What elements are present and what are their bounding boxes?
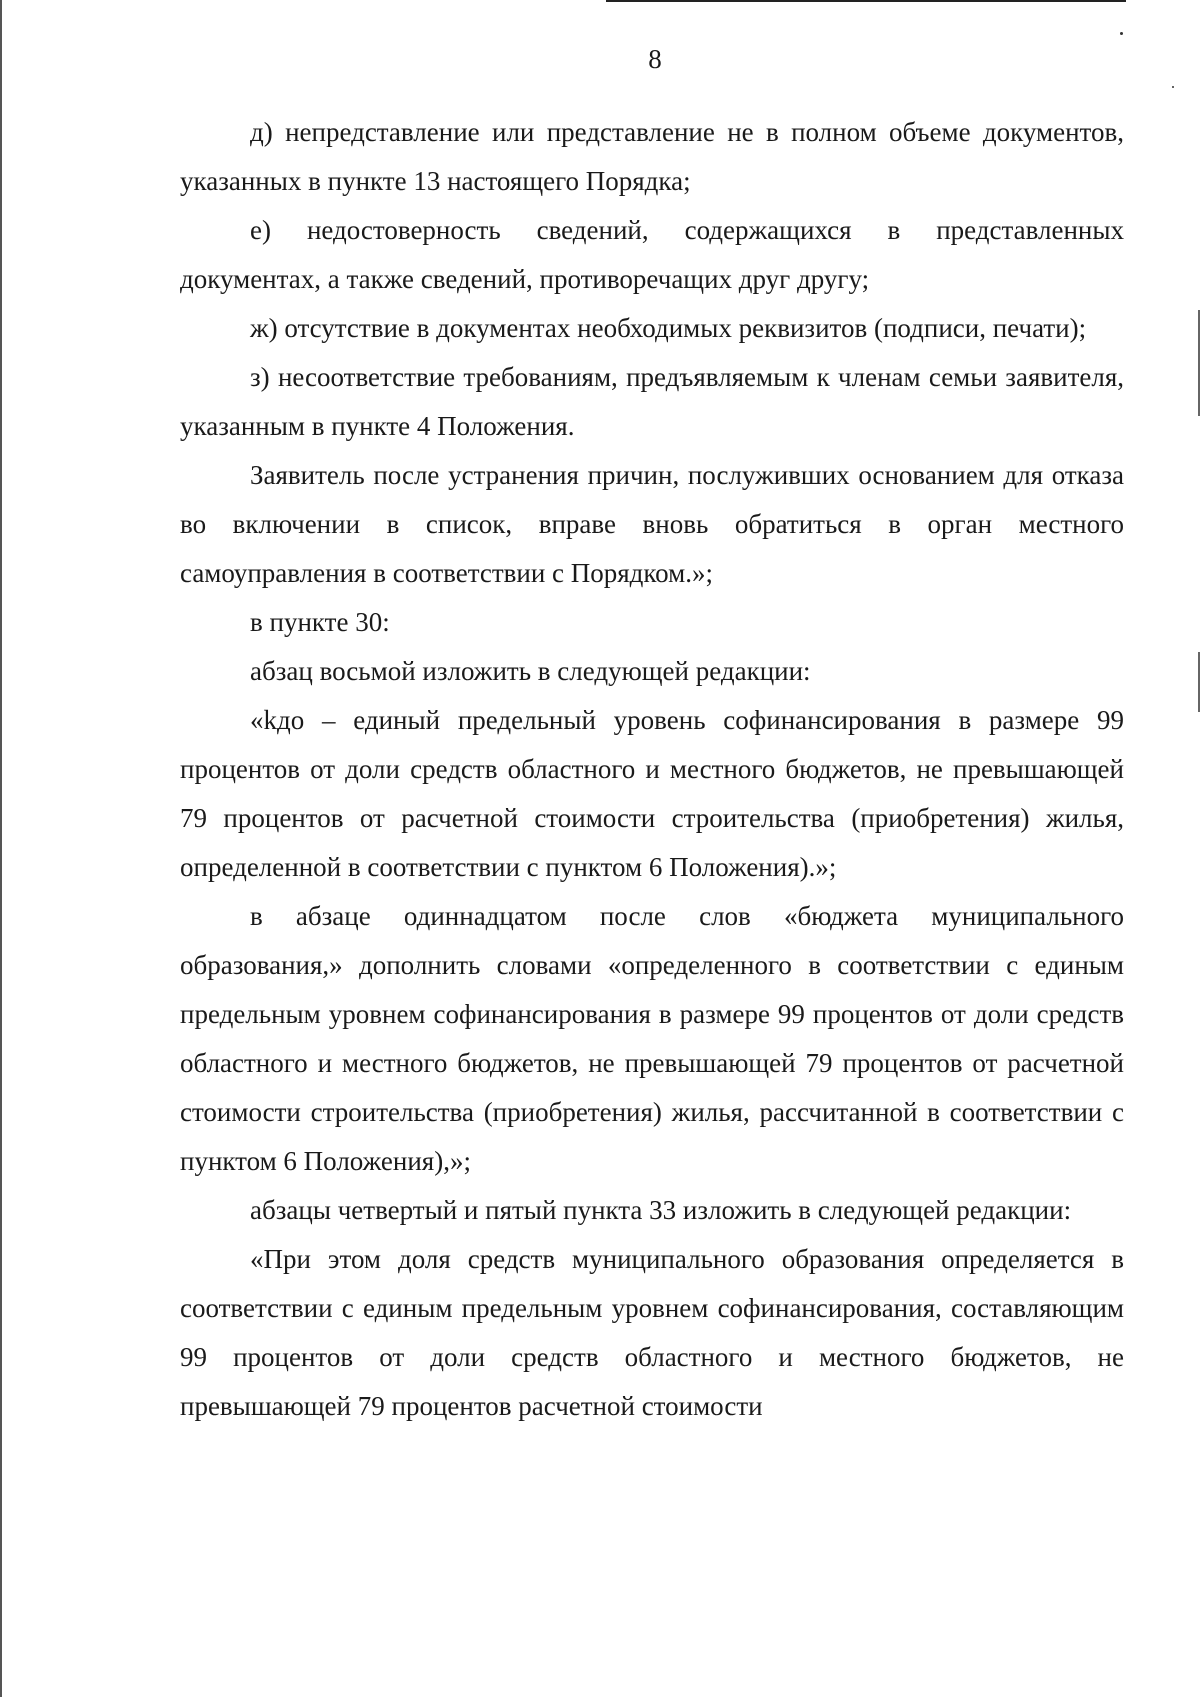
top-rule <box>606 0 1126 2</box>
left-scan-edge <box>0 0 2 1697</box>
paragraph: ж) отсутствие в документах необходимых реквизитов (подписи, печати); <box>250 313 1087 343</box>
paragraph: в пункте 30: <box>250 607 390 637</box>
page-number: 8 <box>648 44 662 74</box>
paragraph: абзацы четвертый и пятый пункта 33 изложить в следующей редакции: <box>250 1195 1072 1225</box>
scan-speck <box>1120 32 1123 35</box>
paragraph: абзац восьмой изложить в следующей редакции: <box>250 656 811 686</box>
paragraph: з) несоответствие требованиям, предъявляемым к членам семьи заявителя, указанным в пункте 4 Положения. <box>180 362 1124 441</box>
paragraph: «kдо – единый предельный уровень софинансирования в размере 99 процентов от доли средств областного и местного бюджетов, не превышающей 79 процентов от расчетной стоимости строительства (приобретения) жилья, определенной в соответствии с пунктом 6 Положения).»; <box>180 705 1124 882</box>
paragraph: «При этом доля средств муниципального образования определяется в соответствии с единым предельным уровнем софинансирования, составляющим 99 процентов от доли средств областного и местного бюджетов, не превышающей 79 процентов расчетной стоимости <box>180 1244 1124 1421</box>
paragraph: д) непредставление или представление не в полном объеме документов, указанных в пункте 13 настоящего Порядка; <box>180 117 1124 196</box>
scan-speck <box>1172 86 1174 88</box>
paragraph: Заявитель после устранения причин, послуживших основанием для отказа во включении в список, вправе вновь обратиться в орган местного самоуправления в соответствии с Порядком.»; <box>180 460 1124 588</box>
document-body <box>180 108 1124 1431</box>
paragraph: в абзаце одиннадцатом после слов «бюджета муниципального образования,» дополнить словами «определенного в соответствии с единым предельным уровнем софинансирования в размере 99 процентов от доли средств областного и местного бюджетов, не превышающей 79 процентов от расчетной стоимости строительства (приобретения) жилья, рассчитанной в соответствии с пунктом 6 Положения),»; <box>180 901 1124 1176</box>
paragraph: е) недостоверность сведений, содержащихся в представленных документах, а также сведений, противоречащих друг другу; <box>180 215 1124 294</box>
